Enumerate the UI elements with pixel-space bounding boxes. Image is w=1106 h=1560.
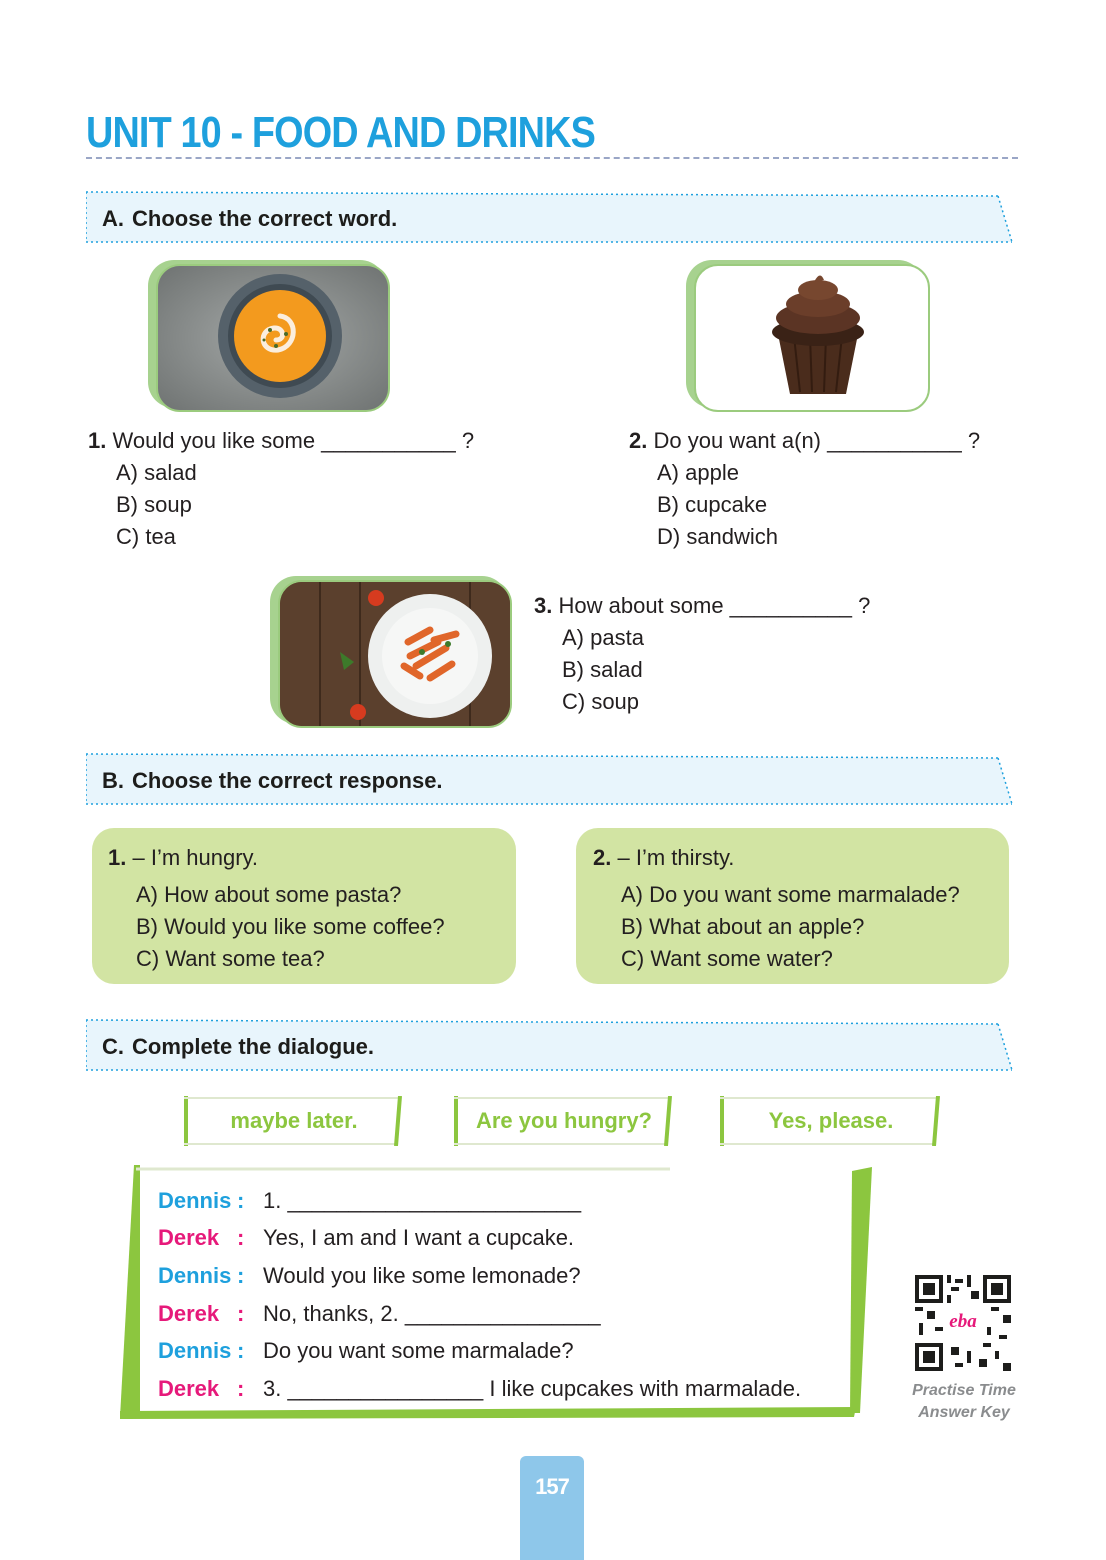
word-bank-item: maybe later. — [184, 1096, 404, 1146]
option: B) Would you like some coffee? — [136, 914, 445, 939]
dialogue-line: Dennis : Do you want some marmalade? — [158, 1338, 574, 1363]
option: D) sandwich — [657, 524, 779, 549]
dialogue-line: Dennis : 1. ________________________ — [158, 1188, 582, 1213]
option: B) What about an apple? — [621, 914, 865, 939]
option: A) How about some pasta? — [136, 882, 402, 907]
section-a-heading: A. Choose the correct word. — [102, 206, 398, 231]
dialogue-line: Derek : No, thanks, 2. ________________ — [158, 1301, 601, 1326]
dialogue-line: Derek : Yes, I am and I want a cupcake. — [158, 1225, 575, 1250]
option: C) tea — [116, 524, 176, 549]
page-title: UNIT 10 - FOOD AND DRINKS — [86, 108, 595, 157]
option: B) soup — [116, 492, 192, 517]
section-a-banner — [86, 190, 1016, 246]
response-box-2: 2. – I’m thirsty. A) Do you want some marmalade? B) What about an apple? C) Want some water? — [576, 828, 1009, 984]
question-a3: 3. How about some __________ ? A) pasta B) salad C) soup — [534, 590, 870, 718]
option: C) Want some water? — [621, 946, 833, 971]
qr-code-icon[interactable] — [915, 1275, 1011, 1371]
dialogue-line: Dennis : Would you like some lemonade? — [158, 1263, 581, 1288]
eba-logo: eba — [949, 1311, 977, 1332]
option: A) Do you want some marmalade? — [621, 882, 960, 907]
option: C) Want some tea? — [136, 946, 325, 971]
chocolate-cupcake-image — [686, 260, 932, 412]
option: A) pasta — [562, 625, 644, 650]
soup-bowl-image — [148, 260, 392, 412]
page-number: 157 — [535, 1474, 569, 1499]
option: B) salad — [562, 657, 643, 682]
section-c-heading: C. Complete the dialogue. — [102, 1034, 375, 1059]
question-a1: 1. Would you like some ___________ ? A) salad B) soup C) tea — [88, 425, 474, 553]
dialogue-box — [120, 1165, 875, 1420]
response-box-1: 1. – I’m hungry. A) How about some pasta? B) Would you like some coffee? C) Want some tea? — [92, 828, 516, 984]
title-divider — [86, 157, 1018, 159]
option: B) cupcake — [657, 492, 768, 517]
dialogue-line: Derek : 3. ________________ I like cupcakes with marmalade. — [158, 1376, 802, 1401]
qr-caption: Practise Time Answer Key — [912, 1382, 1016, 1421]
option: A) apple — [657, 460, 739, 485]
section-b-banner — [86, 752, 1016, 808]
word-bank-item: Are you hungry? — [454, 1096, 674, 1146]
section-b-heading: B. Choose the correct response. — [102, 768, 443, 793]
question-a2: 2. Do you want a(n) ___________ ? A) apple B) cupcake D) sandwich — [629, 425, 980, 553]
option: C) soup — [562, 689, 640, 714]
option: A) salad — [116, 460, 197, 485]
section-c-banner — [86, 1018, 1016, 1074]
pasta-plate-image — [270, 576, 516, 728]
word-bank-item: Yes, please. — [720, 1096, 942, 1146]
page-number-tab — [520, 1456, 584, 1560]
